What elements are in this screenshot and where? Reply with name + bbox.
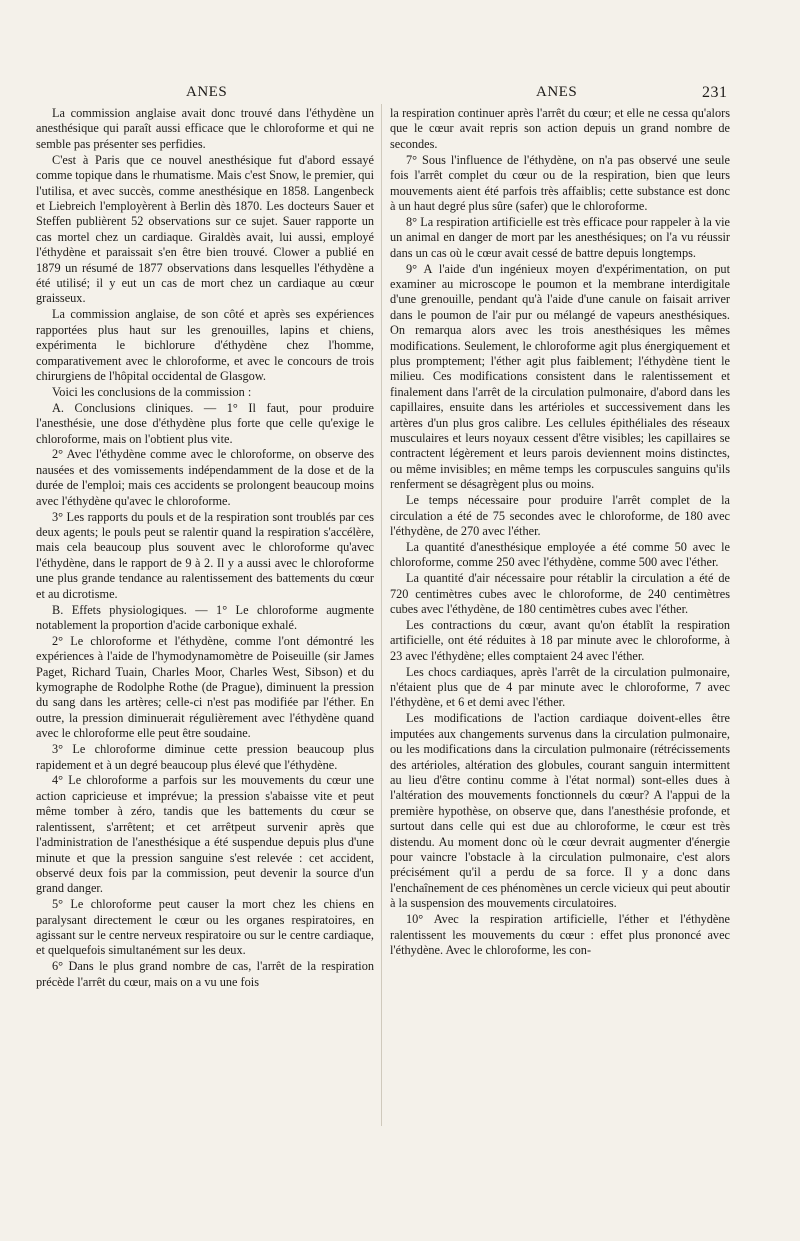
paragraph: 8° La respiration artificielle est très efficace pour rappeler à la vie un animal en danger de mort par les anesthésiques; on l'a vu réussir dans un cas où le cœur avait cessé de battre depuis longtemps. <box>390 214 730 260</box>
paragraph: la respiration continuer après l'arrêt du cœur; et elle ne cessa qu'alors que le cœur avait repris son action depuis un grand nombre de secondes. <box>390 106 730 151</box>
paragraph: A. Conclusions cliniques. — 1° Il faut, pour produire l'anesthésie, une dose d'éthydène plus forte que celle qu'exige le chloroforme, mais on l'obtient plus vite. <box>36 400 374 446</box>
paragraph: 3° Le chloroforme diminue cette pression beaucoup plus rapidement et à un degré beaucoup plus élevé que l'éthydène. <box>36 742 374 772</box>
paragraph: 2° Le chloroforme et l'éthydène, comme l'ont démontré les expériences à l'aide de l'hymodynamomètre de Poiseuille (sir James Paget, Richard Tuain, Charles Moor, Charles West, Sibson) et du kymographe de Rodolphe Rothe (de Prague), diminuent la pression du sang dans les artères; celle-ci n'est pas modifiée par l'éther. En outre, la pression diminuerait régulièrement avec l'éthydène quand avec le chloroforme elle peut être soudaine. <box>36 633 374 741</box>
running-header-left: ANES <box>186 84 228 100</box>
paragraph: 4° Le chloroforme a parfois sur les mouvements du cœur une action capricieuse et imprévue; la pression s'abaisse vite et peut même tomber à zéro, tandis que les battements du cœur se ralentissent, s'arrêtent; et cet arrêtpeut survenir après que l'administration de l'anesthésique a été suspendue depuis plus d'une minute et que la pression sanguine s'est relevée : cet accident, observé deux fois par la commission, peut devenir la source d'un grand danger. <box>36 773 374 896</box>
running-header-right: ANES <box>536 84 578 100</box>
paragraph: 9° A l'aide d'un ingénieux moyen d'expérimentation, on put examiner au microscope le poumon et la membrane interdigitale d'une grenouille, pendant qu'à l'aide d'une canule on faisait arriver dans le poumon de l'air pur ou mélangé de vapeurs anesthésiques. On remarqua alors avec les trois anesthésiques les mêmes modifications. Seulement, le chloroforme agit plus énergiquement et plus promptement; l'éther agit plus faiblement; l'éthydène tient le milieu. Ces modifications consistent dans le ralentissement et finalement dans l'arrêt de la circulation pulmonaire, d'abord dans les capillaires, ensuite dans les artérioles et successivement dans les artères d'un plus gros calibre. Les cellules épithéliales des réseaux musculaires et leurs noyaux cessent d'être visibles; les capillaires se contractent légèrement et leurs parois deviennent moins distinctes, ou même invisibles; en même temps les corpuscules sanguins qu'ils renferment se désagrègent plus ou moins. <box>390 261 730 492</box>
paragraph: Les chocs cardiaques, après l'arrêt de la circulation pulmonaire, n'étaient plus que de 4 par minute avec le chloroforme, 7 avec l'éthydène, et 6 et demi avec l'éther. <box>390 664 730 710</box>
left-column <box>36 106 374 990</box>
paragraph: La commission anglaise, de son côté et après ses expériences rapportées plus haut sur les grenouilles, lapins et chiens, expérimenta le bichlorure d'éthydène chez l'homme, comparativement avec le chloroforme, et avec le concours de trois chirurgiens de l'hôpital occidental de Glasgow. <box>36 307 374 383</box>
paragraph: Le temps nécessaire pour produire l'arrêt complet de la circulation a été de 75 secondes avec le chloroforme, de 180 avec l'éthydène, de 270 avec l'éther. <box>390 493 730 538</box>
right-column <box>390 106 730 958</box>
paragraph: 10° Avec la respiration artificielle, l'éther et l'éthydène ralentissent les mouvements du cœur : effet plus prononcé avec l'éthydène. Avec le chloroforme, les con- <box>390 912 730 957</box>
paragraph: 2° Avec l'éthydène comme avec le chloroforme, on observe des nausées et des vomissements indépendamment de la dose et de la durée de l'emploi; mais ces accidents se prolongent beaucoup moins avec l'éthydène qu'avec le chloroforme. <box>36 447 374 508</box>
paragraph: 6° Dans le plus grand nombre de cas, l'arrêt de la respiration précède l'arrêt du cœur, mais on a vu une fois <box>36 959 374 989</box>
paragraph: 5° Le chloroforme peut causer la mort chez les chiens en paralysant directement le cœur ou les organes respiratoires, en agissant sur le centre nerveux respiratoire ou sur le centre cardiaque, et quelquefois simultanément sur les deux. <box>36 897 374 958</box>
paragraph: La commission anglaise avait donc trouvé dans l'éthydène un anesthésique qui paraît aussi efficace que le chloroforme et qui ne semble pas présenter ses perfidies. <box>36 106 374 151</box>
paragraph: 7° Sous l'influence de l'éthydène, on n'a pas observé une seule fois l'arrêt complet du cœur ou de la respiration, bien que leurs mouvements aient été parfois très affaiblis; cette substance est donc à un haut degré plus sûre (safer) que le chloroforme. <box>390 152 730 213</box>
paragraph: La quantité d'air nécessaire pour rétablir la circulation a été de 720 centimètres cubes avec le chloroforme, de 240 centimètres cubes avec l'éthydène, de 180 centimètres cubes avec l'éther. <box>390 571 730 616</box>
column-divider <box>381 104 382 1126</box>
paragraph: Voici les conclusions de la commission : <box>52 384 252 399</box>
page-number: 231 <box>702 84 728 101</box>
paragraph: Les modifications de l'action cardiaque doivent-elles être imputées aux changements survenus dans la circulation pulmonaire, ou les modifications dans la circulation pulmonaire (rétrécissements des artérioles, altération des globules, courant sanguin intermittent au lieu d'être continu comme à l'état normal) sont-elles dues à l'altération des mouvements fonctionnels du cœur? A l'appui de la première hypothèse, on observe que, dans l'anesthésie profonde, et surtout dans celle qui est due au chloroforme, le cœur est très distendu. Au moment donc où le cœur devrait augmenter d'énergie pour vaincre l'obstacle à la circulation pulmonaire, c'est alors précisément qu'il a perdu de sa force. Il y a donc dans l'enchaînement de ces phénomènes un cercle vicieux qui peut aboutir à la suspension des mouvements circulatoires. <box>390 711 730 911</box>
paragraph: 3° Les rapports du pouls et de la respiration sont troublés par ces deux agents; le pouls peut se ralentir quand la respiration s'accélère, mais cela beaucoup plus souvent avec le chloroforme qu'avec l'éthydène, dans le rapport de 9 à 2. Il y a aussi avec le chloroforme une plus grande tendance au ralentissement des battements du cœur et au dicrotisme. <box>36 509 374 601</box>
paragraph: La quantité d'anesthésique employée a été comme 50 avec le chloroforme, comme 250 avec l'éthydène, comme 500 avec l'éther. <box>390 539 730 570</box>
paragraph: B. Effets physiologiques. — 1° Le chloroforme augmente notablement la proportion d'acide carbonique exhalé. <box>36 602 374 632</box>
paragraph: Les contractions du cœur, avant qu'on établît la respiration artificielle, ont été réduites à 18 par minute avec le chloroforme, à 23 avec l'éthydène; elles comptaient 24 avec l'éther. <box>390 617 730 663</box>
paragraph: C'est à Paris que ce nouvel anesthésique fut d'abord essayé comme topique dans le rhumatisme. Mais c'est Snow, le premier, qui l'utilisa, et avec succès, comme anesthésique en 1858. Langenbeck et Liebreich l'employèrent à Berlin dès 1870. Les docteurs Sauer et Steffen publièrent 52 observations sur ce sujet. Sauer rapporte un cas mortel chez un cardiaque. Giraldès avait, lui aussi, employé l'éthydène et paraissait s'en être bien trouvé. Clower a publié en 1879 un résumé de 1877 observations dans lesquelles l'éthydène a été utilisé; il y eut un cas de mort chez un cardiaque au cœur graisseux. <box>36 152 374 306</box>
